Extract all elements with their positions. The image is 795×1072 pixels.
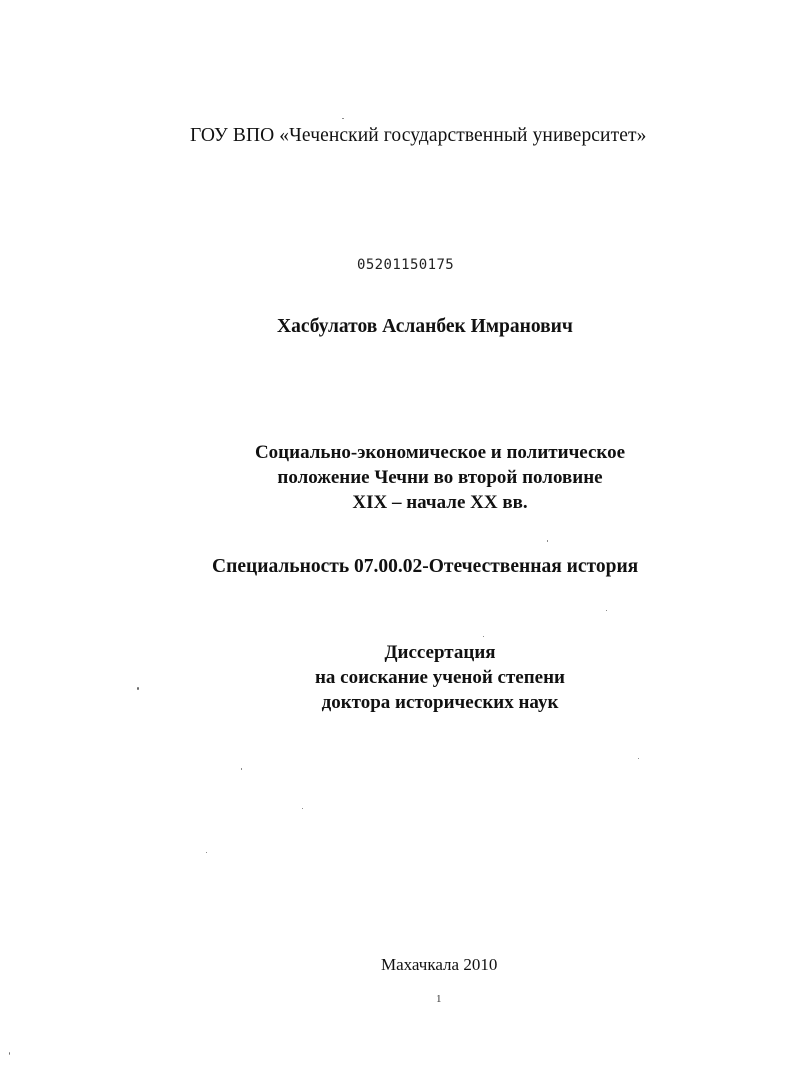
specialty: Специальность 07.00.02-Отечественная история [212, 556, 639, 577]
scan-speck [606, 610, 607, 611]
dissertation-title [220, 440, 660, 515]
scan-speck [302, 808, 303, 809]
institution-name: ГОУ ВПО «Чеченский государственный университет» [190, 125, 647, 146]
degree-statement [290, 640, 590, 715]
scan-speck [9, 1052, 10, 1055]
scan-speck [206, 852, 207, 853]
author-name: Хасбулатов Асланбек Имранович [277, 316, 573, 337]
degree-line: Диссертация [384, 642, 496, 663]
page-number: 1 [436, 993, 442, 1005]
scan-speck [137, 687, 139, 690]
archive-stamp-number: 05201150175 [357, 257, 455, 273]
degree-line: доктора исторических наук [321, 692, 559, 713]
title-line: Социально-экономическое и политическое [254, 442, 626, 463]
scan-speck [547, 540, 548, 542]
scan-speck [483, 636, 484, 637]
scan-speck [241, 768, 242, 770]
scan-speck [342, 118, 344, 119]
title-line: положение Чечни во второй половине [277, 467, 603, 488]
city-and-year: Махачкала 2010 [381, 955, 498, 974]
degree-line: на соискание ученой степени [314, 667, 565, 688]
title-line: XIX – начале XX вв. [352, 492, 528, 513]
scan-speck [638, 758, 639, 759]
